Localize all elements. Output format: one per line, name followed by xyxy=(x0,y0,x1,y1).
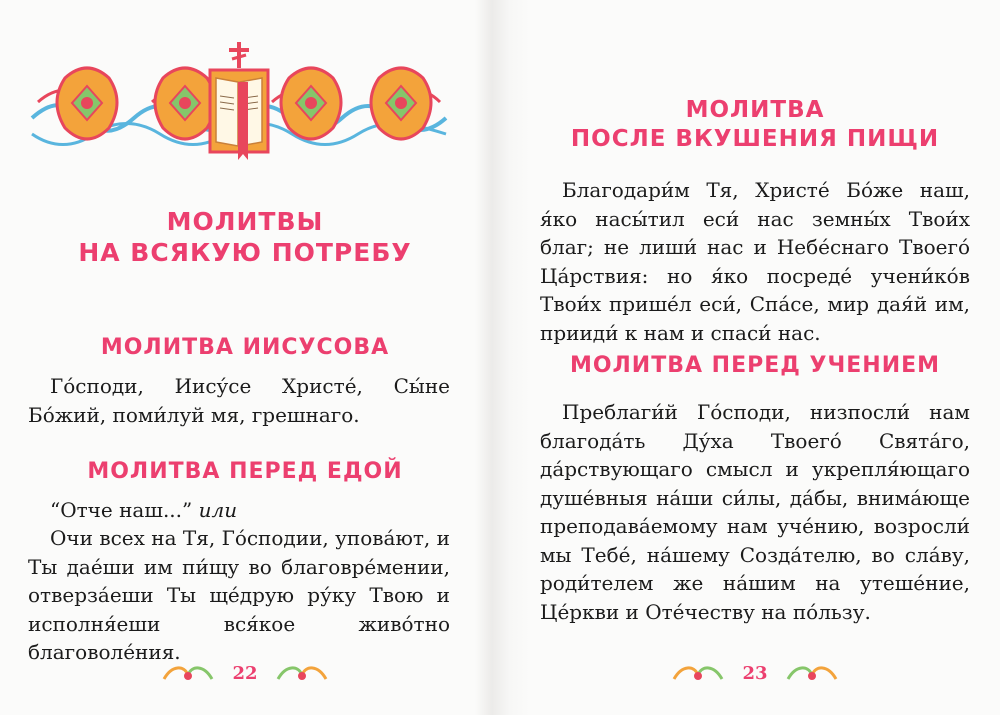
before-study-title: МОЛИТВА ПЕРЕД УЧЕНИЕМ xyxy=(569,353,941,378)
left-page xyxy=(0,0,490,715)
after-meal-title xyxy=(510,96,1000,154)
flourish-icon xyxy=(672,661,724,685)
medallion-3 xyxy=(281,68,341,139)
jesus-prayer-title: МОЛИТВА ИИСУСОВА xyxy=(100,335,390,360)
jesus-prayer-text: Го́споди, Иису́се Христе́, Сы́не Бо́жий, поми́луй мя, грешнаго. xyxy=(28,374,450,427)
section-heading-all-needs xyxy=(0,206,490,269)
before-meal-title: МОЛИТВА ПЕРЕД ЕДОЙ xyxy=(87,459,403,484)
section-heading-line-2: НА ВСЯКУЮ ПОТРЕБУ xyxy=(78,238,412,268)
page-number-23: 23 xyxy=(742,662,768,684)
before-meal-intro xyxy=(28,496,450,525)
decorative-header-ornament xyxy=(30,40,448,162)
section-heading-line-1: МОЛИТВЫ xyxy=(166,207,324,236)
flourish-icon xyxy=(786,661,838,685)
after-meal-text: Благодари́м Тя, Христе́ Бо́же наш, я́ко насы́тил еси́ нас земны́х Твои́х благ; не лиши́ нас и Небе́снаго Твоего́ Ца́рствия: но я́ко посреде́ учени́ко́в Твои́х прише́л еси́, Спа́се, мир дая́й им, прииди́ к нам и спаси́ нас. xyxy=(540,178,970,345)
medallion-4 xyxy=(371,68,431,139)
before-study-text: Преблаги́й Го́споди, низпосли́ нам благода́ть Ду́ха Твоего́ Свята́го, да́рствующаго смысл и укрепля́ющаго душе́вныя на́ши си́лы, да́бы, внима́юще преподава́емому нам уче́нию, возросли́ мы Тебе́, на́шему Созда́телю, во сла́ву, роди́телем же на́шим на утеше́ние, Це́ркви и Оте́честву на по́льзу. xyxy=(540,400,970,624)
after-meal-title-line-1: МОЛИТВА xyxy=(685,97,825,123)
page-number-right xyxy=(510,661,1000,690)
right-page xyxy=(510,0,1000,715)
before-meal-text: Очи всех на Тя, Го́сподии, упова́ют, и Ты дае́ши им пи́щу во благовре́мении, отверза́еши Ты ще́друю ру́ку Твою и исполня́еши вся́кое живо́тно благоволе́ния. xyxy=(28,526,450,664)
page-number-left xyxy=(0,661,490,690)
book-with-cross-icon xyxy=(210,42,268,160)
flourish-icon xyxy=(276,661,328,685)
medallion-1 xyxy=(57,68,117,139)
before-meal-note: или xyxy=(198,498,238,522)
medallion-2 xyxy=(155,68,215,139)
flourish-icon xyxy=(162,661,214,685)
page-number-22: 22 xyxy=(232,662,258,684)
after-meal-title-line-2: ПОСЛЕ ВКУШЕНИЯ ПИЩИ xyxy=(570,125,940,152)
before-meal-first-line: “Отче наш...” xyxy=(50,498,193,522)
